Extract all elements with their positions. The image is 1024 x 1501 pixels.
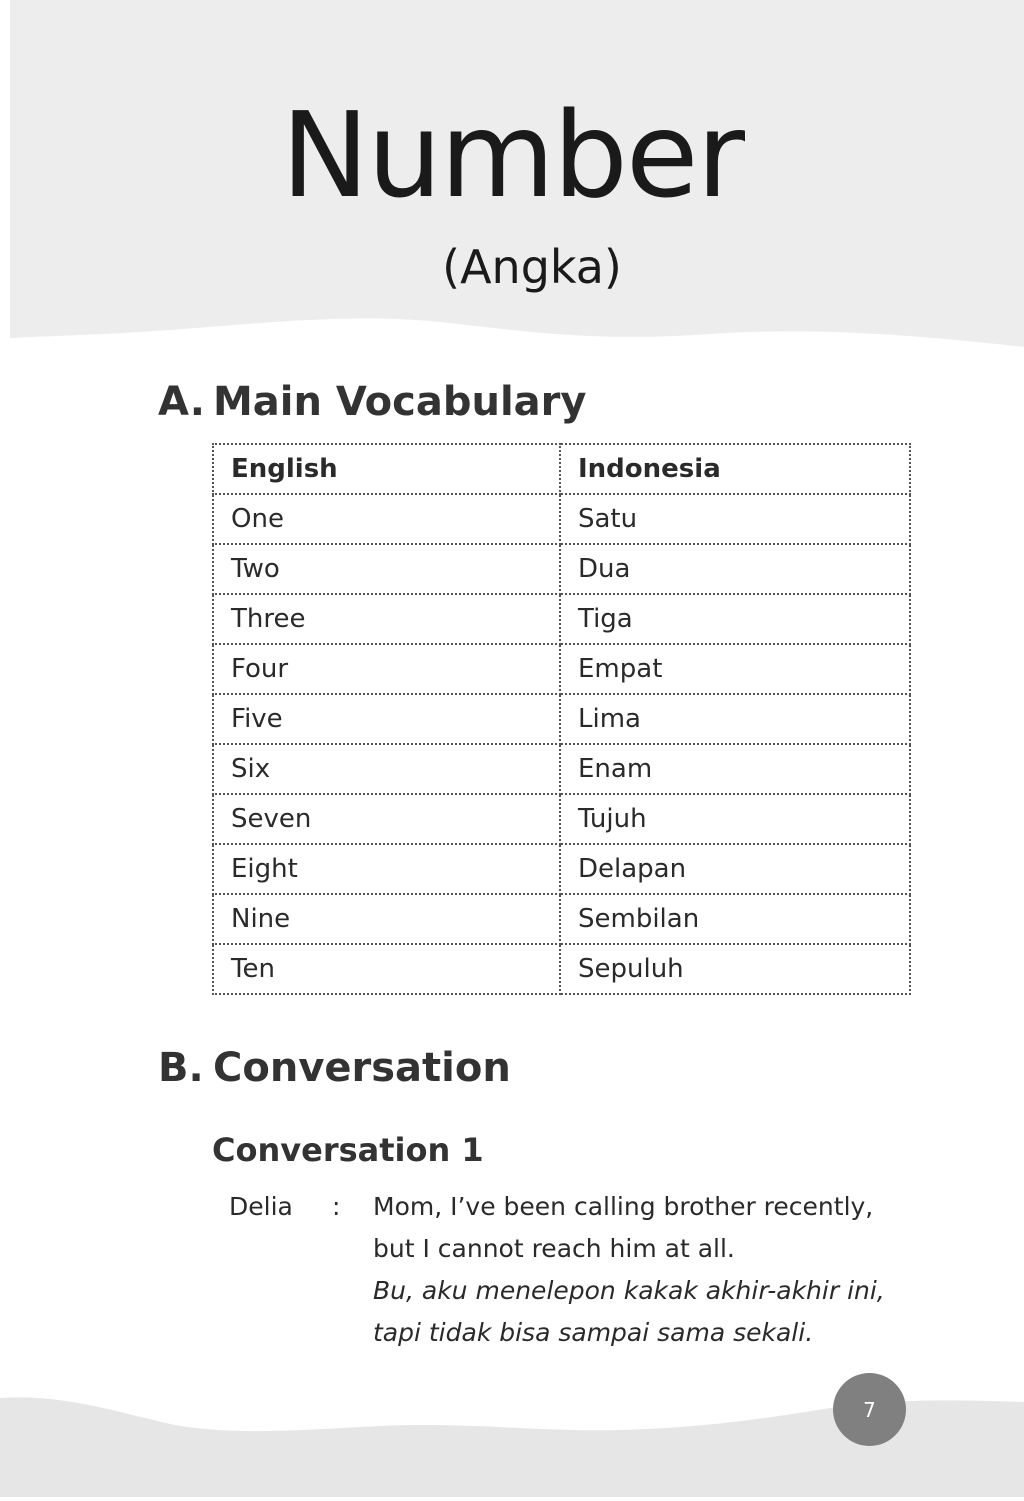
indonesia-cell: Dua [560, 544, 910, 594]
english-cell: Four [213, 644, 560, 694]
dialog-speech [373, 1186, 891, 1354]
indonesian-translation-line: tapi tidak bisa sampai sama sekali. [373, 1318, 814, 1347]
table-row [213, 494, 910, 544]
english-text-line: but I cannot reach him at all. [373, 1234, 735, 1263]
indonesia-cell: Enam [560, 744, 910, 794]
column-header-english: English [213, 444, 560, 494]
indonesia-cell: Lima [560, 694, 910, 744]
indonesia-cell: Sembilan [560, 894, 910, 944]
conversation-title: Conversation 1 [212, 1131, 484, 1169]
english-cell: Nine [213, 894, 560, 944]
english-cell: Ten [213, 944, 560, 994]
english-cell: Six [213, 744, 560, 794]
section-letter: B. [158, 1045, 204, 1091]
indonesian-translation-line: Bu, aku menelepon kakak akhir-akhir ini, [373, 1276, 885, 1305]
table-header-row [213, 444, 910, 494]
speaker-name: Delia [229, 1192, 293, 1221]
vocabulary-table [212, 443, 911, 995]
table-row [213, 844, 910, 894]
indonesia-cell: Empat [560, 644, 910, 694]
table-row [213, 894, 910, 944]
english-cell: One [213, 494, 560, 544]
column-header-indonesia: Indonesia [560, 444, 910, 494]
indonesia-cell: Sepuluh [560, 944, 910, 994]
table-row [213, 944, 910, 994]
section-title: Conversation [213, 1045, 511, 1091]
section-heading-main-vocabulary [158, 379, 587, 425]
section-heading-conversation [158, 1045, 511, 1091]
page-number-badge: 7 [833, 1373, 906, 1446]
table-row [213, 694, 910, 744]
english-cell: Three [213, 594, 560, 644]
speaker-separator: : [332, 1192, 341, 1221]
english-cell: Eight [213, 844, 560, 894]
table-row [213, 644, 910, 694]
indonesia-cell: Delapan [560, 844, 910, 894]
indonesia-cell: Satu [560, 494, 910, 544]
english-cell: Two [213, 544, 560, 594]
table-row [213, 594, 910, 644]
indonesia-cell: Tiga [560, 594, 910, 644]
page-subtitle: (Angka) [442, 240, 622, 294]
english-cell: Five [213, 694, 560, 744]
table-row [213, 794, 910, 844]
table-row [213, 544, 910, 594]
english-text-line: Mom, I’ve been calling brother recently, [373, 1192, 874, 1221]
english-cell: Seven [213, 794, 560, 844]
table-row [213, 744, 910, 794]
section-letter: A. [158, 379, 205, 425]
indonesia-cell: Tujuh [560, 794, 910, 844]
section-title: Main Vocabulary [213, 379, 587, 425]
page-title: Number [280, 86, 744, 224]
